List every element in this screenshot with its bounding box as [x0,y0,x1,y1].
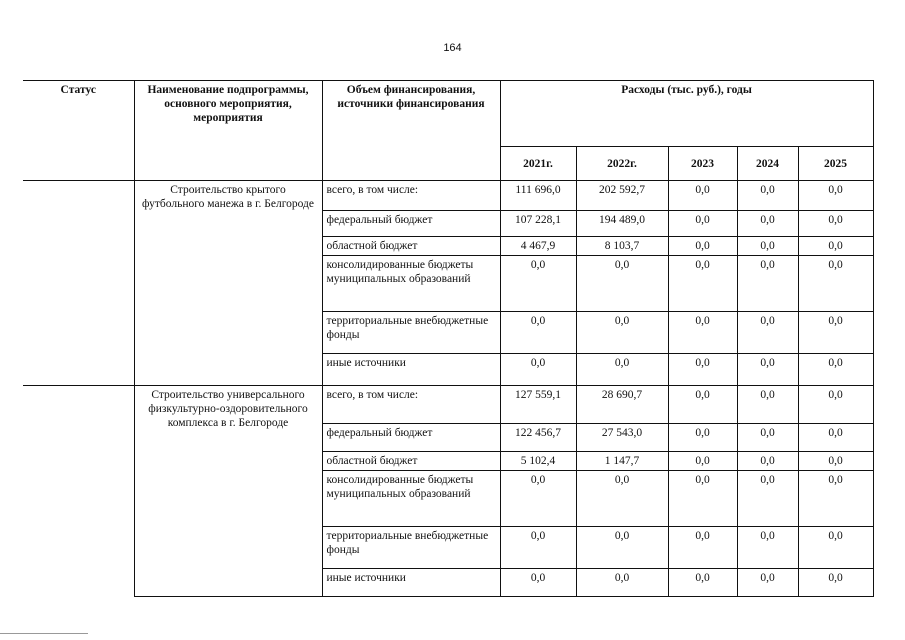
scan-line [0,633,88,634]
amount-cell: 0,0 [798,312,873,354]
amount-cell: 0,0 [737,256,798,312]
header-status: Статус [23,81,134,181]
header-name: Наименование подпрограммы, основного мероприятия, мероприятия [134,81,322,181]
funding-table [23,80,874,597]
funding-source-cell: консолидированные бюджеты муниципальных образований [322,256,500,312]
amount-cell: 1 147,7 [576,452,668,471]
table-row [23,386,873,424]
amount-cell: 0,0 [668,452,737,471]
amount-cell: 202 592,7 [576,181,668,211]
amount-cell: 107 228,1 [500,211,576,237]
funding-source-cell: иные источники [322,354,500,386]
amount-cell: 0,0 [668,471,737,527]
amount-cell: 27 543,0 [576,424,668,452]
amount-cell: 0,0 [737,471,798,527]
amount-cell: 0,0 [737,237,798,256]
amount-cell: 0,0 [500,527,576,569]
amount-cell: 0,0 [737,569,798,597]
amount-cell: 0,0 [576,569,668,597]
amount-cell: 0,0 [576,256,668,312]
amount-cell: 4 467,9 [500,237,576,256]
amount-cell: 0,0 [668,569,737,597]
amount-cell: 0,0 [798,256,873,312]
amount-cell: 122 456,7 [500,424,576,452]
amount-cell: 0,0 [737,452,798,471]
amount-cell: 0,0 [798,354,873,386]
event-name-cell: Строительство универсального физкультурно-оздоровительного комплекса в г. Белгороде [134,386,322,597]
amount-cell: 111 696,0 [500,181,576,211]
status-cell [23,181,134,386]
amount-cell: 0,0 [668,424,737,452]
amount-cell: 0,0 [668,181,737,211]
amount-cell: 0,0 [500,354,576,386]
amount-cell: 0,0 [668,211,737,237]
amount-cell: 0,0 [737,211,798,237]
amount-cell: 0,0 [798,452,873,471]
funding-source-cell: федеральный бюджет [322,424,500,452]
amount-cell: 0,0 [576,471,668,527]
amount-cell: 0,0 [668,256,737,312]
amount-cell: 0,0 [500,471,576,527]
amount-cell: 0,0 [668,237,737,256]
amount-cell: 0,0 [576,527,668,569]
amount-cell: 0,0 [798,527,873,569]
funding-source-cell: областной бюджет [322,452,500,471]
amount-cell: 0,0 [576,312,668,354]
amount-cell: 0,0 [737,424,798,452]
amount-cell: 0,0 [737,312,798,354]
funding-source-cell: областной бюджет [322,237,500,256]
header-year: 2023 [668,147,737,181]
amount-cell: 127 559,1 [500,386,576,424]
status-cell [23,386,134,597]
funding-source-cell: всего, в том числе: [322,181,500,211]
amount-cell: 0,0 [798,386,873,424]
header-year: 2022г. [576,147,668,181]
amount-cell: 194 489,0 [576,211,668,237]
amount-cell: 0,0 [668,386,737,424]
amount-cell: 0,0 [798,211,873,237]
funding-source-cell: всего, в том числе: [322,386,500,424]
funding-source-cell: иные источники [322,569,500,597]
header-funding: Объем финансирования, источники финансирования [322,81,500,181]
amount-cell: 0,0 [737,181,798,211]
amount-cell: 0,0 [737,386,798,424]
amount-cell: 0,0 [500,256,576,312]
amount-cell: 0,0 [500,312,576,354]
header-year: 2025 [798,147,873,181]
funding-source-cell: консолидированные бюджеты муниципальных образований [322,471,500,527]
table-row [23,181,873,211]
funding-source-cell: территориальные внебюджетные фонды [322,312,500,354]
funding-source-cell: федеральный бюджет [322,211,500,237]
amount-cell: 0,0 [798,471,873,527]
header-year: 2024 [737,147,798,181]
amount-cell: 0,0 [798,424,873,452]
amount-cell: 5 102,4 [500,452,576,471]
amount-cell: 0,0 [798,181,873,211]
amount-cell: 0,0 [798,237,873,256]
funding-source-cell: территориальные внебюджетные фонды [322,527,500,569]
amount-cell: 0,0 [668,312,737,354]
header-expenses: Расходы (тыс. руб.), годы [500,81,873,147]
amount-cell: 0,0 [668,354,737,386]
amount-cell: 0,0 [576,354,668,386]
event-name-cell: Строительство крытого футбольного манежа в г. Белгороде [134,181,322,386]
amount-cell: 0,0 [668,527,737,569]
amount-cell: 8 103,7 [576,237,668,256]
amount-cell: 0,0 [737,354,798,386]
amount-cell: 0,0 [798,569,873,597]
amount-cell: 0,0 [500,569,576,597]
amount-cell: 28 690,7 [576,386,668,424]
page-number: 164 [443,42,462,54]
header-year: 2021г. [500,147,576,181]
amount-cell: 0,0 [737,527,798,569]
